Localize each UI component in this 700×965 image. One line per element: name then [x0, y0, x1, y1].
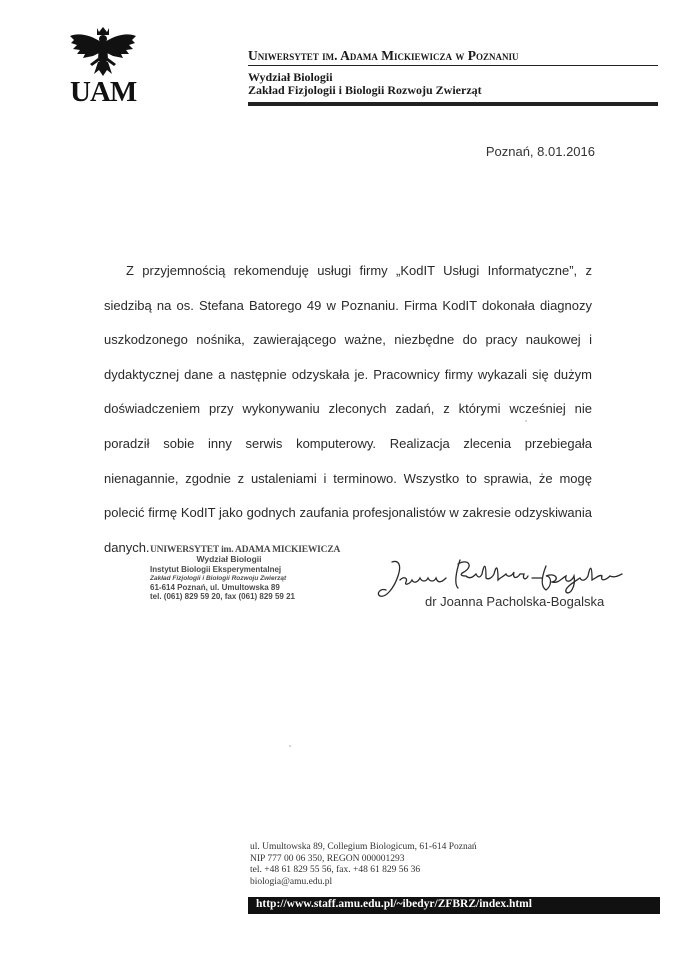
logo-wordmark: UAM	[70, 76, 137, 108]
letter-body: Z przyjemnością rekomenduję usługi firmy „KodIT Usługi Informatyczne”, z siedzibą na os. Stefana Batorego 49 w Poznaniu. Firma KodIT dokonała diagnozy uszkodzonego nośnika, zawierającego ważne, niezbędne do pracy naukowej i dydaktycznej dane a następnie odzyskała je. Pracownicy firmy wykazali się dużym doświadczeniem przy wykonywaniu zleconych zadań, z którymi wcześniej nie poradził sobie inny serwis komputerowy. Realizacja zlecenia przebiegała nienagannie, zgodnie z ustaleniami i terminowo. Wszystko to sprawia, że mogę polecić firmę KodIT jako godnych zaufania profesjonalistów w zakresie odzyskiwania danych.	[104, 263, 592, 555]
header-thin-rule	[248, 65, 658, 66]
institution-stamp	[150, 545, 341, 602]
stamp-line: tel. (061) 829 59 20, fax (061) 829 59 21	[150, 592, 295, 602]
footer-url-bar	[248, 897, 660, 914]
footer-ids: NIP 777 00 06 350, REGON 000001293	[250, 853, 405, 864]
university-name: Uniwersytet im. Adama Mickiewicza w Poznaniu	[248, 48, 519, 63]
stamp-line: Wydział Biologii	[196, 554, 262, 565]
stamp-line: Zakład Fizjologii i Biologii Rozwoju Zwierząt	[150, 574, 287, 582]
stamp-line: 61-614 Poznań, ul. Umultowska 89	[150, 583, 280, 593]
footer-address: ul. Umultowska 89, Collegium Biologicum, 61-614 Poznań	[250, 842, 477, 852]
stamp-line: Instytut Biologii Eksperymentalnej	[150, 564, 282, 574]
signer-name: dr Joanna Pacholska-Bogalska	[425, 594, 605, 609]
scan-speck	[525, 420, 527, 422]
scan-speck	[289, 745, 291, 747]
footer-contact	[250, 842, 477, 888]
footer-url[interactable]: http://www.staff.amu.edu.pl/~ibedyr/ZFBRZ/index.html	[256, 898, 532, 910]
footer-phone: tel. +48 61 829 55 56, fax. +48 61 829 56 36	[250, 865, 421, 875]
header-thick-rule	[248, 102, 658, 106]
letter-date: Poznań, 8.01.2016	[485, 144, 595, 159]
footer-email: biologia@amu.edu.pl	[250, 876, 333, 887]
faculty-name: Wydział Biologii	[248, 70, 333, 84]
eagle-icon	[68, 26, 138, 78]
department-name: Zakład Fizjologii i Biologii Rozwoju Zwierząt	[248, 83, 482, 97]
stamp-line: UNIWERSYTET im. ADAMA MICKIEWICZA	[150, 545, 341, 555]
